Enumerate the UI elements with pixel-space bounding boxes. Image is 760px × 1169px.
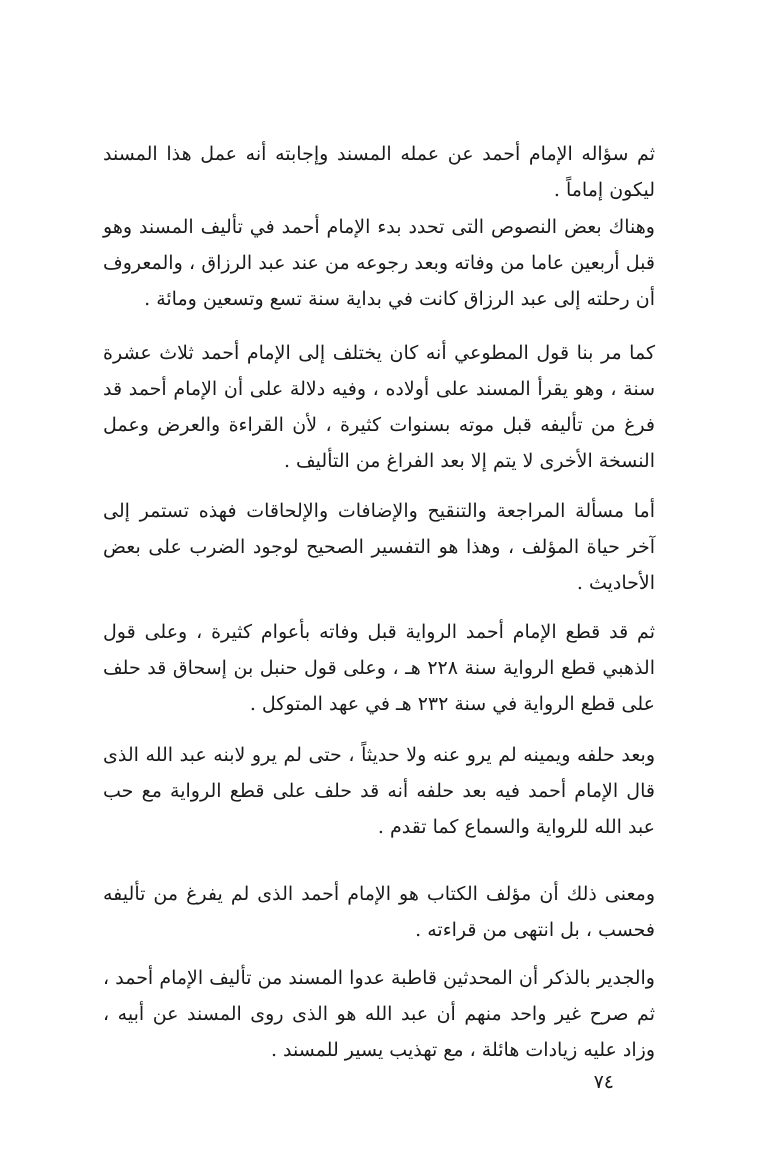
paragraph-8: والجدير بالذكر أن المحدثين قاطبة عدوا المسند من تأليف الإمام أحمد ، ثم صرح غير واحد منهم أن عبد الله هو الذى روى المسند عن أبيه ، وزاد عليه زيادات هائلة ، مع تهذيب يسير للمسند . <box>103 967 655 1061</box>
paragraph-2: وهناك بعض النصوص التى تحدد بدء الإمام أحمد في تأليف المسند وهو قبل أربعين عاما من وفاته وبعد رجوعه من عند عبد الرزاق ، والمعروف أن رحلته إلى عبد الرزاق كانت في بداية سنة تسع وتسعين ومائة . <box>103 216 655 310</box>
paragraph-4: أما مسألة المراجعة والتنقيح والإضافات والإلحاقات فهذه تستمر إلى آخر حياة المؤلف ، وهذا هو التفسير الصحيح لوجود الضرب على بعض الأحاديث . <box>103 500 655 594</box>
paragraph-6: وبعد حلفه ويمينه لم يرو عنه ولا حديثاً ، حتى لم يرو لابنه عبد الله الذى قال الإمام أحمد فيه بعد حلفه أنه قد حلف على قطع الرواية مع حب عبد الله للرواية والسماع كما تقدم . <box>103 744 655 838</box>
paragraph-7: ومعنى ذلك أن مؤلف الكتاب هو الإمام أحمد الذى لم يفرغ من تأليفه فحسب ، بل انتهى من قراءته . <box>103 883 655 941</box>
page-number: ٧٤ <box>593 1071 614 1093</box>
paragraph-1: ثم سؤاله الإمام أحمد عن عمله المسند وإجابته أنه عمل هذا المسند ليكون إماماً . <box>103 143 655 201</box>
paragraph-3: كما مر بنا قول المطوعي أنه كان يختلف إلى الإمام أحمد ثلاث عشرة سنة ، وهو يقرأ المسند على أولاده ، وفيه دلالة على أن الإمام أحمد قد فرغ من تأليفه قبل موته بسنوات كثيرة ، لأن القراءة والعرض وعمل النسخة الأخرى لا يتم إلا بعد الفراغ من التأليف . <box>103 342 655 472</box>
paragraph-5: ثم قد قطع الإمام أحمد الرواية قبل وفاته بأعوام كثيرة ، وعلى قول الذهبي قطع الرواية سنة ٢٢٨ هـ ، وعلى قول حنبل بن إسحاق قد حلف على قطع الرواية في سنة ٢٣٢ هـ في عهد المتوكل . <box>103 621 655 715</box>
